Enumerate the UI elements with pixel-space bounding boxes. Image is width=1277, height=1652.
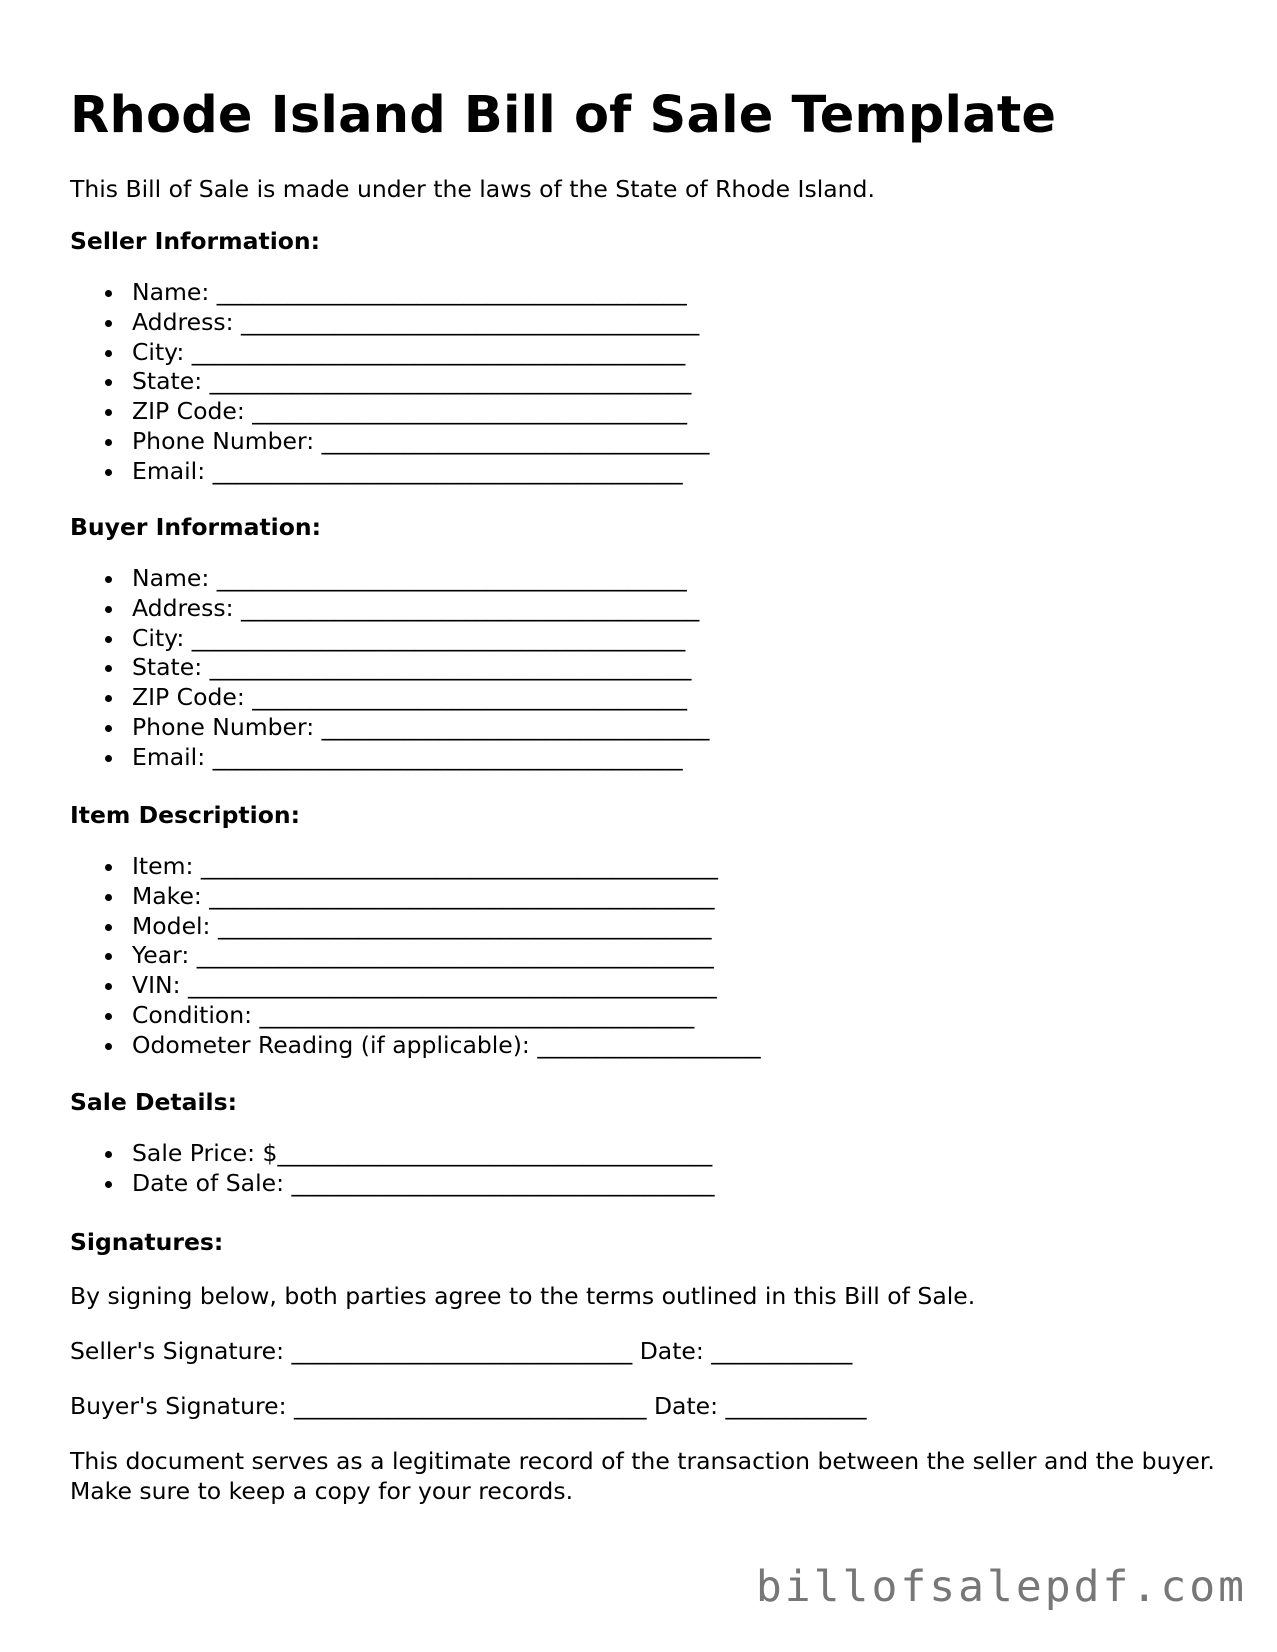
make-field: Make: ___________________________________________ xyxy=(132,882,761,912)
seller-heading: Seller Information: xyxy=(70,227,321,255)
watermark: billofsalepdf.com xyxy=(755,1562,1247,1612)
vin-field: VIN: _____________________________________________ xyxy=(132,971,761,1001)
year-field: Year: ____________________________________________ xyxy=(132,941,761,971)
buyer-heading: Buyer Information: xyxy=(70,513,322,541)
seller-field-list xyxy=(132,278,709,487)
signatures-heading: Signatures: xyxy=(70,1228,224,1256)
model-field: Model: __________________________________________ xyxy=(132,912,761,942)
seller-email-field: Email: ________________________________________ xyxy=(132,457,709,487)
sale-price-field: Sale Price: $_____________________________________ xyxy=(132,1139,714,1169)
buyer-phone-field: Phone Number: _________________________________ xyxy=(132,712,710,741)
closing-note: This document serves as a legitimate record of the transaction between the seller and the buyer. Make sure to keep a copy for your records. xyxy=(70,1447,1215,1505)
buyer-field-list xyxy=(132,564,709,773)
buyer-state-field: State: _________________________________________ xyxy=(132,653,709,683)
condition-field: Condition: _____________________________________ xyxy=(132,1001,761,1031)
buyer-name-field: Name: ________________________________________ xyxy=(132,564,709,594)
buyer-city-field: City: __________________________________________ xyxy=(132,624,709,654)
page-title: Rhode Island Bill of Sale Template xyxy=(70,86,1057,145)
seller-zip-field: ZIP Code: _____________________________________ xyxy=(132,397,709,427)
item-field: Item: ____________________________________________ xyxy=(132,852,761,882)
seller-address-field: Address: _______________________________________ xyxy=(132,308,709,338)
agreement-text: By signing below, both parties agree to the terms outlined in this Bill of Sale. xyxy=(70,1282,976,1310)
buyer-signature-line: Buyer's Signature: ______________________________ Date: ____________ xyxy=(70,1392,867,1420)
item-heading: Item Description: xyxy=(70,801,300,829)
seller-phone-field: Phone Number: _________________________________ xyxy=(132,426,710,455)
seller-state-field: State: _________________________________________ xyxy=(132,367,709,397)
sale-date-field: Date of Sale: ____________________________________ xyxy=(132,1168,715,1197)
item-field-list xyxy=(132,852,761,1061)
sale-heading: Sale Details: xyxy=(70,1088,237,1116)
seller-name-field: Name: ________________________________________ xyxy=(132,278,709,308)
buyer-email-field: Email: ________________________________________ xyxy=(132,743,709,773)
seller-signature-line: Seller's Signature: _____________________________ Date: ____________ xyxy=(70,1337,853,1365)
buyer-zip-field: ZIP Code: _____________________________________ xyxy=(132,683,709,713)
seller-city-field: City: __________________________________________ xyxy=(132,338,709,368)
sale-field-list xyxy=(132,1139,714,1199)
buyer-address-field: Address: _______________________________________ xyxy=(132,594,709,624)
odometer-field: Odometer Reading (if applicable): ___________________ xyxy=(132,1030,761,1059)
intro-text: This Bill of Sale is made under the laws of the State of Rhode Island. xyxy=(70,175,875,203)
